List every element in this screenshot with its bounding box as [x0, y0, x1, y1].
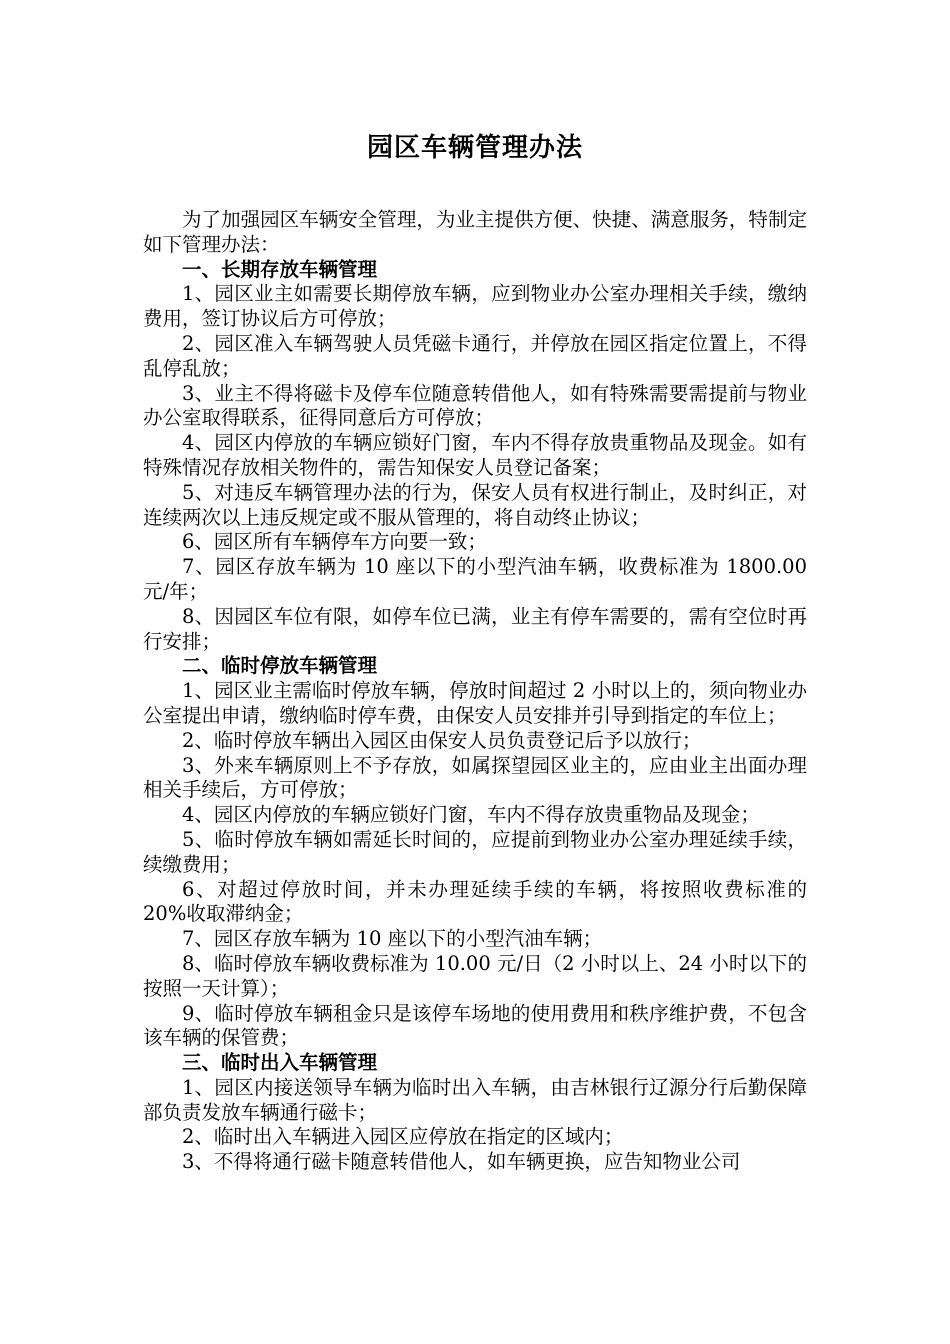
list-item: 2、临时出入车辆进入园区应停放在指定的区域内； — [182, 1125, 624, 1149]
list-item: 9、临时停放车辆租金只是该停车场地的使用费用和秩序维护费，不包含该车辆的保管费； — [143, 1001, 807, 1050]
list-item: 3、外来车辆原则上不予存放，如属探望园区业主的，应由业主出面办理相关手续后，方可停放； — [143, 753, 807, 802]
section-heading-long-term: 一、长期存放车辆管理 — [182, 257, 378, 281]
list-item: 6、园区所有车辆停车方向要一致； — [182, 530, 487, 554]
list-item: 3、不得将通行磁卡随意转借他人，如车辆更换，应告知物业公司 — [182, 1150, 741, 1174]
list-item: 8、临时停放车辆收费标准为 10.00 元/日（2 小时以上、24 小时以下的按照一天计算）； — [143, 951, 807, 1000]
list-item: 8、因园区车位有限，如停车位已满，业主有停车需要的，需有空位时再行安排； — [143, 604, 807, 653]
list-item: 1、园区内接送领导车辆为临时出入车辆，由吉林银行辽源分行后勤保障部负责发放车辆通行磁卡； — [143, 1075, 807, 1124]
document-title: 园区车辆管理办法 — [366, 133, 583, 163]
list-item: 2、临时停放车辆出入园区由保安人员负责登记后予以放行； — [182, 728, 702, 752]
intro-paragraph: 为了加强园区车辆安全管理，为业主提供方便、快捷、满意服务，特制定如下管理办法： — [143, 208, 807, 256]
list-item: 6、对超过停放时间，并未办理延续手续的车辆，将按照收费标准的 20%收取滞纳金； — [143, 877, 807, 926]
list-item: 4、园区内停放的车辆应锁好门窗，车内不得存放贵重物品及现金。如有特殊情况存放相关物件的，需告知保安人员登记备案； — [143, 431, 807, 479]
document-body — [143, 208, 807, 1175]
list-item: 2、园区准入车辆驾驶人员凭磁卡通行，并停放在园区指定位置上，不得乱停乱放； — [143, 331, 807, 380]
list-item: 1、园区业主如需要长期停放车辆，应到物业办公室办理相关手续，缴纳费用，签订协议后方可停放； — [143, 282, 807, 331]
section-heading-temporary-access: 三、临时出入车辆管理 — [182, 1051, 378, 1075]
list-item: 1、园区业主需临时停放车辆，停放时间超过 2 小时以上的，须向物业办公室提出申请，缴纳临时停车费，由保安人员安排并引导到指定的车位上； — [143, 679, 807, 727]
list-item: 7、园区存放车辆为 10 座以下的小型汽油车辆，收费标准为 1800.00 元/年； — [143, 555, 807, 603]
section-heading-temporary-parking: 二、临时停放车辆管理 — [182, 654, 378, 678]
list-item: 4、园区内停放的车辆应锁好门窗，车内不得存放贵重物品及现金； — [182, 803, 760, 827]
list-item: 5、对违反车辆管理办法的行为，保安人员有权进行制止，及时纠正，对连续两次以上违反规定或不服从管理的，将自动终止协议； — [143, 480, 807, 529]
list-item: 3、业主不得将磁卡及停车位随意转借他人，如有特殊需要需提前与物业办公室取得联系，征得同意后方可停放； — [143, 381, 807, 430]
list-item: 5、临时停放车辆如需延长时间的，应提前到物业办公室办理延续手续，续缴费用； — [143, 827, 807, 876]
list-item: 7、园区存放车辆为 10 座以下的小型汽油车辆； — [182, 927, 603, 951]
